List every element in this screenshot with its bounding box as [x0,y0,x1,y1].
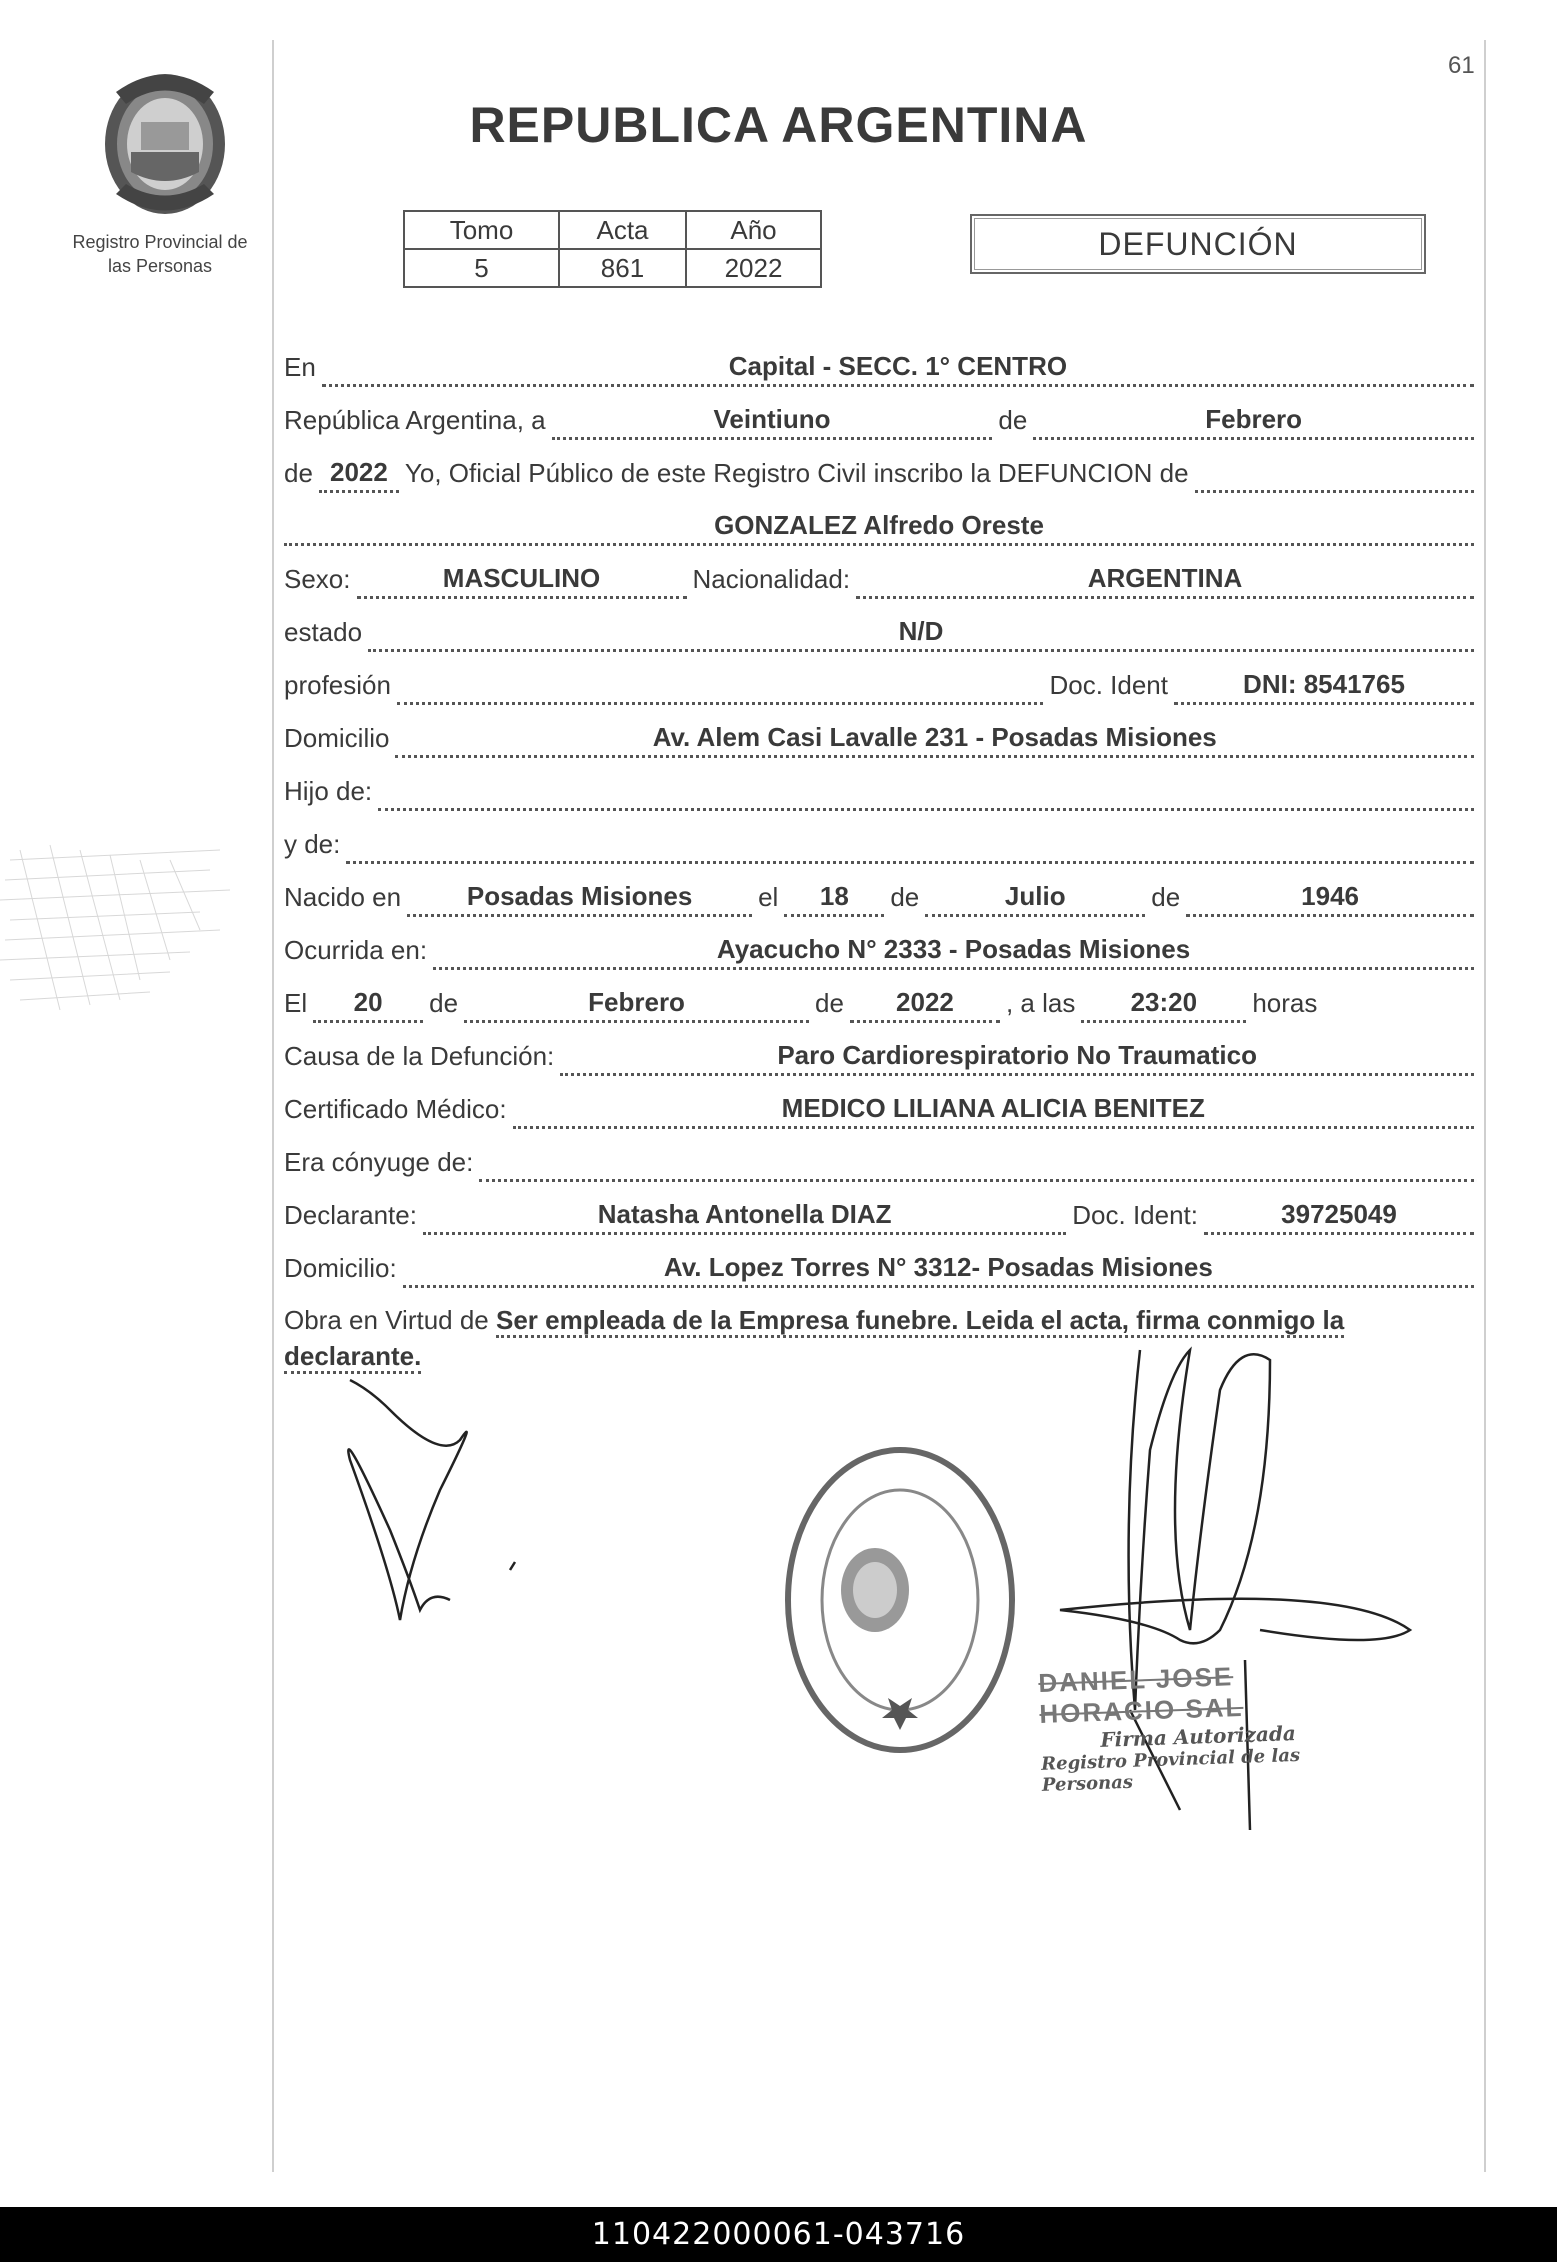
field-anio: 2022 [319,457,399,493]
label-causa: Causa de la Defunción: [284,1041,555,1071]
label-el: el [758,882,779,912]
field-nac-anio: 1946 [1186,881,1474,917]
field-declarante-domicilio: Av. Lopez Torres N° 3312- Posadas Misiones [403,1252,1474,1288]
label-de-4: de [1151,882,1181,912]
registry-line-1: Registro Provincial de [72,232,248,252]
field-estado: N/D [368,616,1474,652]
document-type: DEFUNCIÓN [970,214,1426,274]
field-causa: Paro Cardiorespiratorio No Traumatico [560,1040,1474,1076]
row-estado [284,599,1480,652]
label-republica: República Argentina, a [284,405,546,435]
row-nacido [284,864,1480,917]
label-y-de: y de: [284,829,341,859]
field-obra: Ser empleada de la Empresa funebre. Leida el acta, firma conmigo la declarante. [284,1305,1344,1374]
label-doc-ident-2: Doc. Ident: [1072,1200,1198,1230]
label-ocurrida: Ocurrida en: [284,935,428,965]
registry-line-2: las Personas [107,256,213,276]
row-ocurrida [284,917,1480,970]
death-certificate-form [284,334,1480,1374]
stamp-name: DANIEL JOSE HORACIO SAL [1037,1661,1244,1729]
authorized-stamp [1038,1656,1382,1796]
label-declarante: Declarante: [284,1200,417,1230]
label-conyuge: Era cónyuge de: [284,1147,474,1177]
tomo-value: 5 [404,249,559,287]
row-profesion [284,652,1480,705]
field-nombre: GONZALEZ Alfredo Oreste [284,510,1474,546]
official-seal [780,1440,1020,1760]
label-de: de [998,405,1028,435]
row-domicilio-2 [284,1235,1480,1288]
declarant-signature [330,1370,570,1640]
label-de-2: de [284,458,313,488]
label-de-5: de [429,988,459,1018]
field-def-anio: 2022 [850,987,1000,1023]
label-yo: Yo, Oficial Público de este Registro Civil inscribo la DEFUNCION de [404,458,1189,488]
margin-scribble [0,840,240,1020]
field-ocurrida: Ayacucho N° 2333 - Posadas Misiones [433,934,1474,970]
label-de-6: de [815,988,844,1018]
label-horas: horas [1252,988,1318,1018]
left-margin-line [272,40,274,2172]
row-hijo [284,758,1480,811]
row-fecha [284,387,1480,440]
row-conyuge [284,1129,1480,1182]
field-nacionalidad: ARGENTINA [856,563,1474,599]
row-sexo [284,546,1480,599]
field-hora: 23:20 [1081,987,1246,1023]
record-table [403,210,822,288]
row-domicilio [284,705,1480,758]
field-def-dia: 20 [313,987,423,1023]
row-lugar [284,334,1480,387]
field-doc-ident: DNI: 8541765 [1174,669,1474,705]
label-hijo: Hijo de: [284,776,373,806]
row-y-de [284,811,1480,864]
field-nac-mes: Julio [925,881,1145,917]
label-sexo: Sexo: [284,564,351,594]
document-title: REPUBLICA ARGENTINA [469,97,1088,153]
stamp-org: Registro Provincial de las Personas [1040,1744,1301,1796]
document-code: 110422000061-043716 [0,2207,1557,2262]
label-nacido: Nacido en [284,882,402,912]
label-de-3: de [890,882,920,912]
row-fecha-defuncion [284,970,1480,1023]
field-sexo: MASCULINO [357,563,687,599]
anio-value: 2022 [686,249,821,287]
field-declarante: Natasha Antonella DIAZ [423,1199,1066,1235]
label-doc-ident: Doc. Ident [1049,670,1168,700]
label-certificado: Certificado Médico: [284,1094,507,1124]
row-nombre [284,493,1480,546]
stamp-role: Firma Autorizada [1099,1721,1297,1752]
row-declarante [284,1182,1480,1235]
page-number: 61 [1448,52,1475,79]
acta-header: Acta [559,211,686,249]
label-a-las: , a las [1005,988,1076,1018]
anio-header: Año [686,211,821,249]
field-lugar: Capital - SECC. 1° CENTRO [322,351,1474,387]
label-profesion: profesión [284,670,391,700]
field-certificado: MEDICO LILIANA ALICIA BENITEZ [513,1093,1474,1129]
field-dia: Veintiuno [552,404,993,440]
tomo-header: Tomo [404,211,559,249]
row-certificado [284,1076,1480,1129]
label-domicilio: Domicilio [284,723,390,753]
label-obra: Obra en Virtud de [284,1305,489,1335]
label-estado: estado [284,617,363,647]
field-def-mes: Febrero [464,987,809,1023]
field-nacido-en: Posadas Misiones [407,881,752,917]
field-nac-dia: 18 [784,881,884,917]
label-domicilio-2: Domicilio: [284,1253,397,1283]
acta-value: 861 [559,249,686,287]
field-mes: Febrero [1033,404,1474,440]
field-domicilio: Av. Alem Casi Lavalle 231 - Posadas Misiones [395,722,1474,758]
label-en: En [284,352,316,382]
label-el-2: El [284,988,308,1018]
field-declarante-doc: 39725049 [1204,1199,1474,1235]
row-causa [284,1023,1480,1076]
label-nacionalidad: Nacionalidad: [692,564,851,594]
registry-name [40,230,280,278]
right-margin-line [1484,40,1486,2172]
row-anio [284,440,1480,493]
